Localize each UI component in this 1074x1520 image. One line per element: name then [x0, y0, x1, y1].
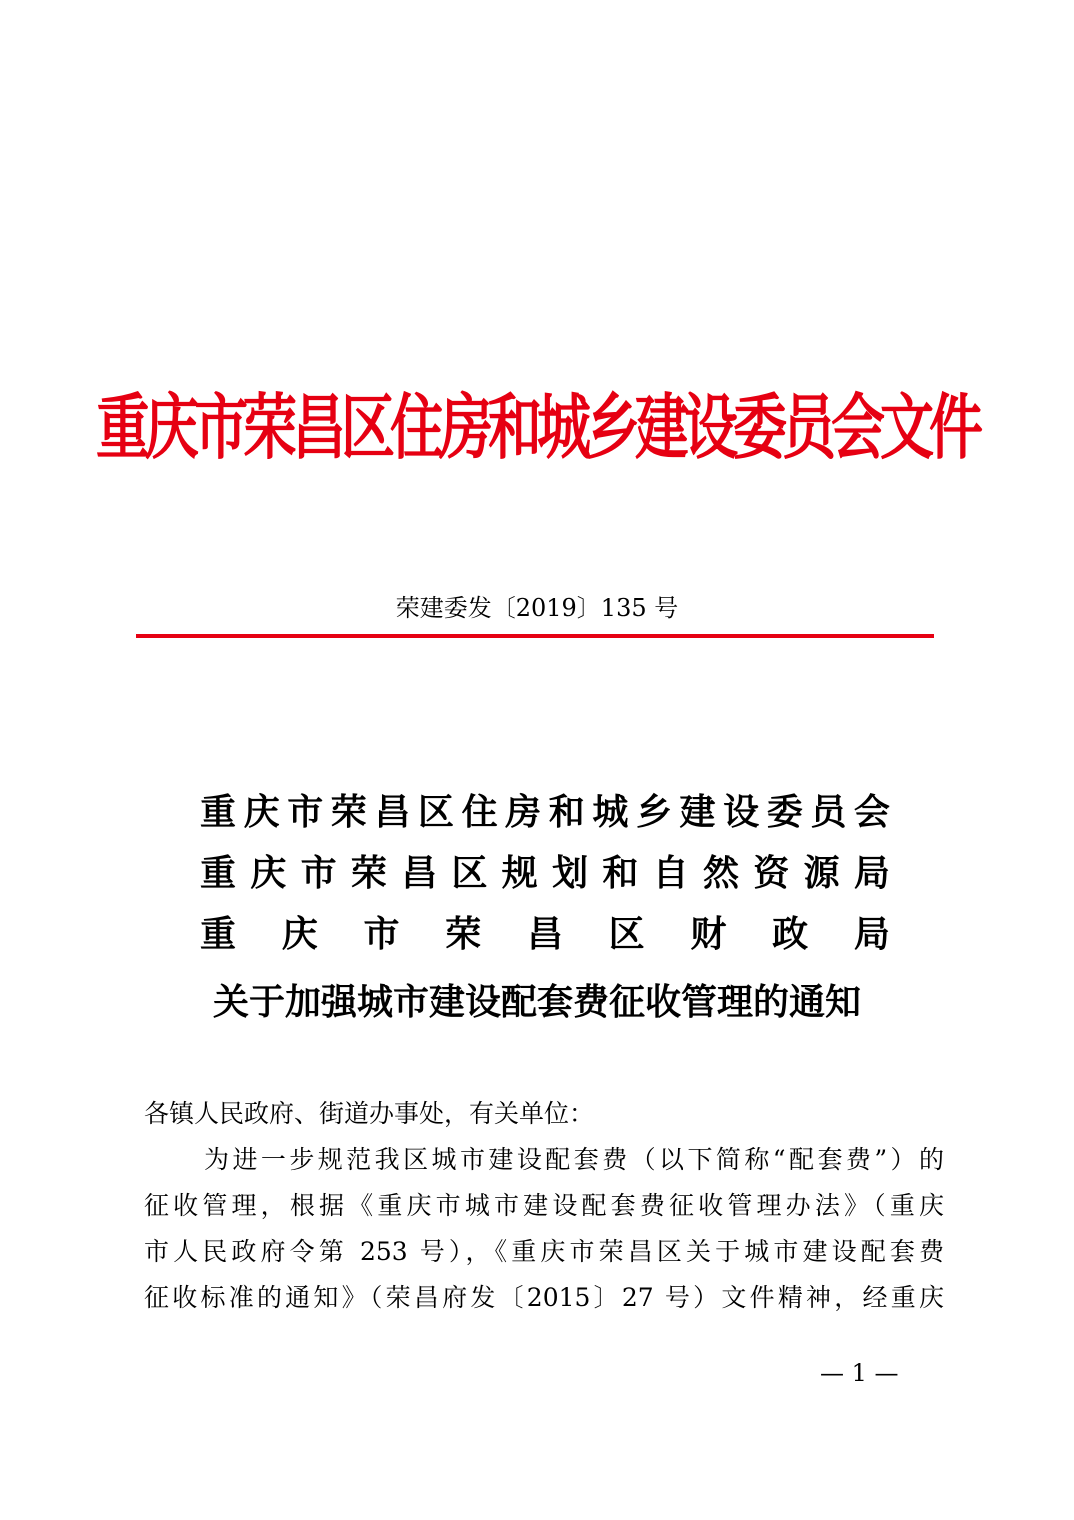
- issuer-char: 荣: [445, 913, 482, 955]
- issuer-char: 乡: [635, 791, 672, 833]
- issuer-line: [200, 843, 890, 904]
- issuer-char: 庆: [281, 913, 318, 955]
- issuer-line: [200, 904, 890, 965]
- page-number: — 1 —: [820, 1359, 899, 1387]
- issuer-char: 源: [803, 852, 840, 894]
- issuer-char: 城: [592, 791, 629, 833]
- body-paragraph-line: 征收管理，根据《重庆市城市建设配套费征收管理办法》（重庆: [144, 1191, 944, 1220]
- notice-title: 关于加强城市建设配套费征收管理的通知: [212, 981, 861, 1023]
- issuer-char: 荣: [350, 852, 387, 894]
- issuer-char: 财: [690, 913, 727, 955]
- issuer-char: 然: [702, 852, 739, 894]
- red-divider-rule: [136, 634, 934, 638]
- issuer-char: 重: [200, 791, 237, 833]
- joint-issuers-block: [200, 782, 890, 965]
- issuer-char: 住: [461, 791, 498, 833]
- issuer-char: 规: [501, 852, 538, 894]
- issuer-char: 和: [602, 852, 639, 894]
- issuer-char: 荣: [330, 791, 367, 833]
- issuer-char: 区: [608, 913, 645, 955]
- issuer-char: 设: [723, 791, 760, 833]
- issuer-char: 昌: [526, 913, 563, 955]
- issuer-char: 和: [548, 791, 585, 833]
- issuer-char: 局: [853, 852, 890, 894]
- issuer-char: 资: [753, 852, 790, 894]
- issuer-char: 会: [853, 791, 890, 833]
- issuer-char: 重: [200, 852, 237, 894]
- issuer-char: 庆: [250, 852, 287, 894]
- issuer-char: 委: [766, 791, 803, 833]
- issuer-char: 局: [853, 913, 890, 955]
- body-paragraph-line: 市人民政府令第 253 号），《重庆市荣昌区关于城市建设配套费: [144, 1237, 944, 1266]
- red-header-banner: 重庆市荣昌区住房和城乡建设委员会文件: [96, 384, 978, 470]
- issuer-char: 区: [417, 791, 454, 833]
- body-paragraph-line: 为进一步规范我区城市建设配套费（以下简称“配套费”）的: [204, 1145, 944, 1174]
- issuer-char: 政: [772, 913, 809, 955]
- issuer-char: 员: [810, 791, 847, 833]
- issuer-char: 划: [552, 852, 589, 894]
- issuer-char: 重: [200, 913, 237, 955]
- body-text: [144, 1091, 944, 1321]
- body-paragraph-line: 征收标准的通知》（荣昌府发〔2015〕27 号）文件精神，经重庆: [144, 1283, 944, 1312]
- document-number: 荣建委发〔2019〕135 号: [395, 594, 679, 622]
- issuer-char: 区: [451, 852, 488, 894]
- issuer-char: 庆: [243, 791, 280, 833]
- issuer-char: 市: [300, 852, 337, 894]
- issuer-char: 市: [363, 913, 400, 955]
- issuer-char: 昌: [374, 791, 411, 833]
- issuer-line: [200, 782, 890, 843]
- issuer-char: 市: [287, 791, 324, 833]
- issuer-char: 房: [505, 791, 542, 833]
- issuer-char: 自: [652, 852, 689, 894]
- issuer-char: 昌: [401, 852, 438, 894]
- addressee-line: 各镇人民政府、街道办事处，有关单位：: [144, 1099, 595, 1128]
- issuer-char: 建: [679, 791, 716, 833]
